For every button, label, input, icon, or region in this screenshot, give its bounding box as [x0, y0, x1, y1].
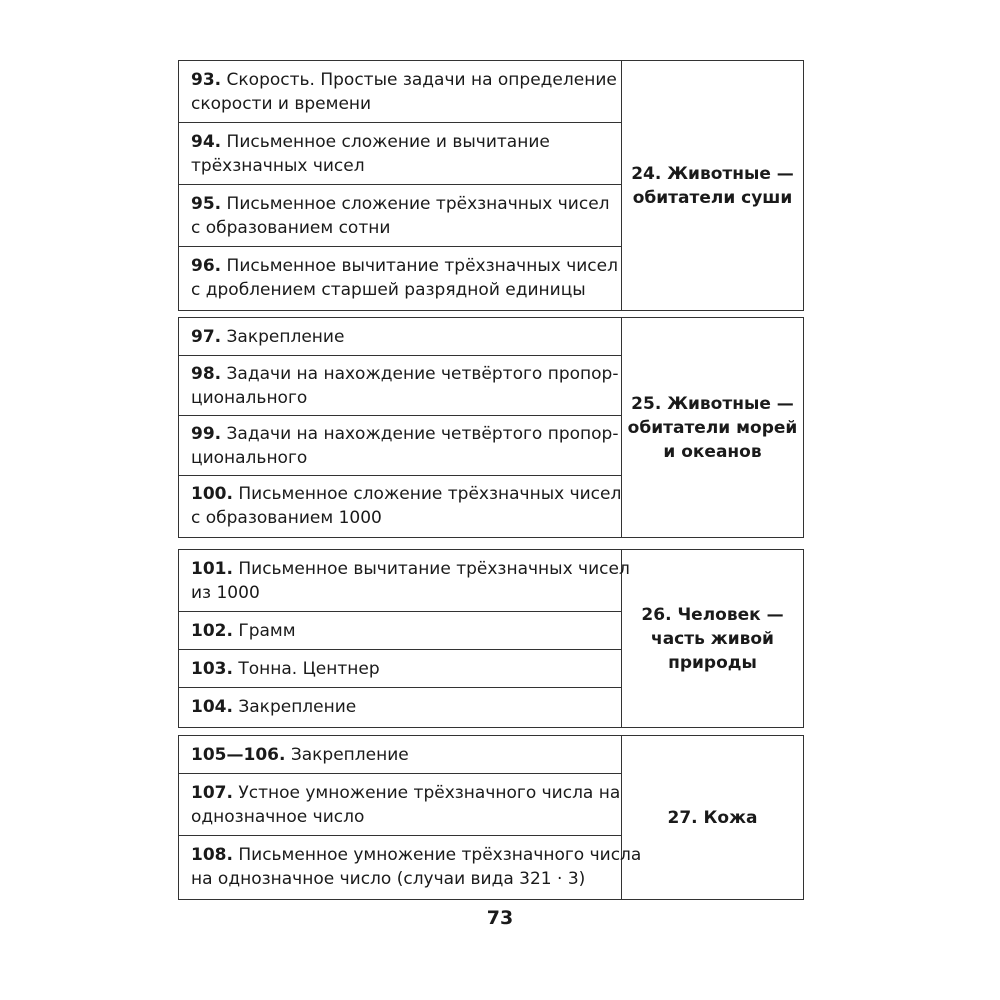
lesson-line	[191, 695, 609, 719]
lesson-line	[191, 781, 621, 805]
section-block	[178, 317, 804, 538]
topic-title: обитатели суши	[632, 187, 793, 208]
page-number: 73	[486, 907, 514, 929]
lesson-title: Задачи на нахождение четвёртого пропор-	[226, 363, 619, 384]
lesson-row	[179, 416, 621, 476]
lesson-number: 105—106.	[191, 744, 286, 765]
lesson-number: 99.	[191, 423, 222, 444]
lesson-line	[191, 130, 609, 154]
lesson-title: Тонна. Центнер	[238, 658, 380, 679]
lesson-number: 95.	[191, 193, 222, 214]
topic-title: 25. Животные —	[631, 393, 794, 414]
lesson-title: с образованием 1000	[191, 508, 382, 528]
lesson-line	[191, 68, 617, 92]
lesson-row	[179, 318, 621, 356]
topic-title: 24. Животные —	[631, 163, 794, 184]
lesson-title: Грамм	[238, 620, 296, 641]
lesson-line	[191, 278, 609, 302]
lesson-number: 107.	[191, 782, 233, 803]
lesson-title: с дроблением старшей разрядной единицы	[191, 280, 586, 300]
lesson-number: 98.	[191, 363, 222, 384]
lesson-number: 97.	[191, 326, 222, 347]
lesson-row	[179, 61, 621, 123]
lesson-row	[179, 550, 630, 612]
lesson-row	[179, 247, 621, 309]
lesson-line	[191, 557, 630, 581]
lesson-line	[191, 216, 609, 240]
section-block	[178, 60, 804, 311]
lesson-line	[191, 422, 619, 446]
lesson-number: 108.	[191, 845, 233, 865]
topic-cell	[622, 550, 803, 727]
topic-title: часть живой	[651, 628, 774, 649]
lesson-line	[191, 581, 609, 605]
lesson-number: 93.	[191, 69, 222, 90]
lesson-row	[179, 836, 642, 898]
lesson-title: Письменное вычитание трёхзначных чисел	[238, 558, 630, 579]
lesson-row	[179, 650, 621, 688]
lesson-line	[191, 619, 609, 643]
lesson-title: Письменное вычитание трёхзначных чисел	[226, 256, 618, 276]
section-block	[178, 735, 804, 900]
lesson-number: 96.	[191, 256, 222, 276]
lesson-line	[191, 482, 622, 506]
topic-cell	[622, 61, 803, 310]
lesson-title: ционального	[191, 387, 308, 408]
lesson-line	[191, 743, 609, 767]
topic-title: природы	[668, 652, 757, 673]
lesson-title: Задачи на нахождение четвёртого пропор-	[226, 423, 619, 444]
topic-title: 26. Человек —	[641, 604, 784, 625]
lesson-row	[179, 612, 621, 650]
lesson-title: Письменное сложение трёхзначных чисел	[226, 193, 610, 214]
lesson-line	[191, 805, 609, 829]
lesson-number: 100.	[191, 484, 233, 504]
lesson-title: Письменное сложение трёхзначных чисел	[238, 484, 622, 504]
lesson-row	[179, 185, 621, 247]
lesson-title: Скорость. Простые задачи на определение	[226, 69, 617, 90]
lesson-title: на однозначное число (случаи вида 321 · 3)	[191, 869, 586, 889]
lesson-title: ционального	[191, 447, 308, 468]
lesson-number: 104.	[191, 697, 233, 717]
lesson-line	[191, 325, 609, 349]
topic-cell	[622, 318, 803, 537]
lesson-title: Закрепление	[290, 744, 409, 765]
section-block	[178, 549, 804, 728]
lesson-line	[191, 657, 609, 681]
lesson-line	[191, 386, 609, 410]
lesson-row	[179, 688, 621, 726]
lesson-title: Закрепление	[238, 697, 357, 717]
lessons-column	[179, 550, 630, 727]
lesson-row	[179, 774, 621, 836]
lessons-column	[179, 61, 622, 310]
lesson-number: 94.	[191, 131, 222, 152]
lesson-line	[191, 154, 609, 178]
lesson-number: 103.	[191, 658, 233, 679]
lesson-row	[179, 123, 621, 185]
lesson-line	[191, 254, 618, 278]
lesson-line	[191, 92, 609, 116]
lesson-line	[191, 362, 619, 386]
lesson-row	[179, 356, 621, 416]
lesson-title: трёхзначных чисел	[191, 155, 365, 176]
lesson-line	[191, 506, 609, 530]
topic-title: 27. Кожа	[667, 807, 758, 828]
lesson-title: Закрепление	[226, 326, 345, 347]
lesson-row	[179, 736, 621, 774]
lesson-title: Устное умножение трёхзначного числа на	[238, 782, 621, 803]
topic-title: обитатели морей	[627, 417, 798, 438]
lesson-title: скорости и времени	[191, 93, 372, 114]
lesson-line	[191, 867, 609, 891]
lesson-line	[191, 192, 609, 216]
lessons-column	[179, 318, 622, 537]
topic-cell	[622, 736, 803, 899]
lesson-title: однозначное число	[191, 806, 365, 827]
lesson-number: 101.	[191, 558, 233, 579]
lesson-title: Письменное сложение и вычитание	[226, 131, 550, 152]
lesson-line	[191, 446, 609, 470]
lesson-number: 102.	[191, 620, 233, 641]
lesson-title: с образованием сотни	[191, 217, 391, 238]
lesson-title: из 1000	[191, 582, 260, 603]
lesson-line	[191, 843, 642, 867]
lesson-row	[179, 476, 621, 536]
lessons-column	[179, 736, 642, 899]
lesson-title: Письменное умножение трёхзначного числа	[238, 845, 642, 865]
topic-title: и океанов	[663, 441, 762, 462]
